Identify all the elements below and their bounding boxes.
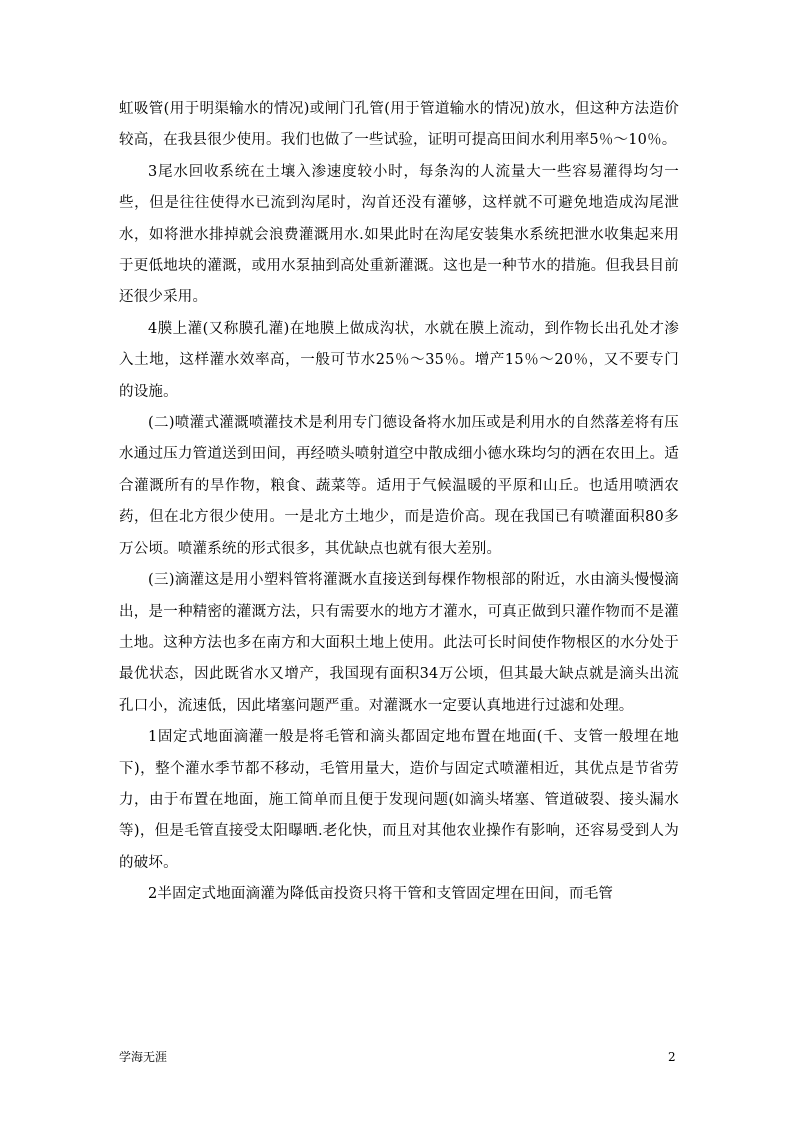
footer-text: 学海无涯 (119, 1050, 168, 1064)
paragraph-sprinkler-irrigation: (二)喷灌式灌溉喷灌技术是利用专门德设备将水加压或是利用水的自然落差将有压水通过压力管道送到田间，再经喷头喷射道空中散成细小德水珠均匀的洒在农田上。适合灌溉所有的旱作物，粮食、蔬菜等。适用于气候温暖的平原和山丘。也适用喷洒农药，但在北方很少使用。一是北方土地少，而是造价高。现在我国已有喷灌面积80多万公顷。喷灌系统的形式很多，其优缺点也就有很大差别。 (119, 415, 679, 557)
paragraph-tailwater-recovery: 3尾水回收系统在土壤入渗速度较小时，每条沟的人流量大一些容易灌得均匀一些，但是往往使得水已流到沟尾时，沟首还没有灌够，这样就不可避免地造成沟尾泄水，如将泄水排掉就会浪费灌溉用水.如果此时在沟尾安装集水系统把泄水收集起来用于更低地块的灌溉，或用水泵抽到高处重新灌溉。这也是一种节水的措施。但我县目前还很少采用。 (119, 163, 679, 306)
paragraph-fixed-surface-drip: 1固定式地面滴灌一般是将毛管和滴头都固定地布置在地面(千、支管一般埋在地下)，整个灌水季节都不移动，毛管用量大，造价与固定式喷灌相近，其优点是节省劳力，由于布置在地面，施工简单而且便于发现问题(如滴头堵塞、管道破裂、接头漏水等)，但是毛管直接受太阳曝晒.老化快，而且对其他农业操作有影响，还容易受到人为的破坏。 (119, 729, 679, 871)
paragraph-drip-irrigation: (三)滴灌这是用小塑料管将灌溉水直接送到每棵作物根部的附近，水由滴头慢慢滴出，是一种精密的灌溉方法，只有需要水的地方才灌水，可真正做到只灌作物而不是灌土地。这种方法也多在南方和大面积土地上使用。此法可长时间使作物根区的水分处于最优状态，因此既省水又增产，我国现有面积34万公顷，但其最大缺点就是滴头出流孔口小，流速低，因此堵塞问题严重。对灌溉水一定要认真地进行过滤和处理。 (119, 572, 679, 714)
page-number: 2 (668, 1050, 676, 1064)
paragraph-film-irrigation: 4膜上灌(又称膜孔灌)在地膜上做成沟状，水就在膜上流动，到作物长出孔处才渗入土地，这样灌水效率高，一般可节水25％～35％。增产15％～20％，又不要专门的设施。 (119, 320, 679, 400)
paragraph-siphon-continued: 虹吸管(用于明渠输水的情况)或闸门孔管(用于管道输水的情况)放水，但这种方法造价较高，在我县很少使用。我们也做了一些试验，证明可提高田间水利用率5％～10％。 (119, 101, 679, 149)
paragraph-semi-fixed-surface-drip: 2半固定式地面滴灌为降低亩投资只将干管和支管固定埋在田间，而毛管 (148, 886, 614, 903)
document-body (119, 0, 679, 911)
